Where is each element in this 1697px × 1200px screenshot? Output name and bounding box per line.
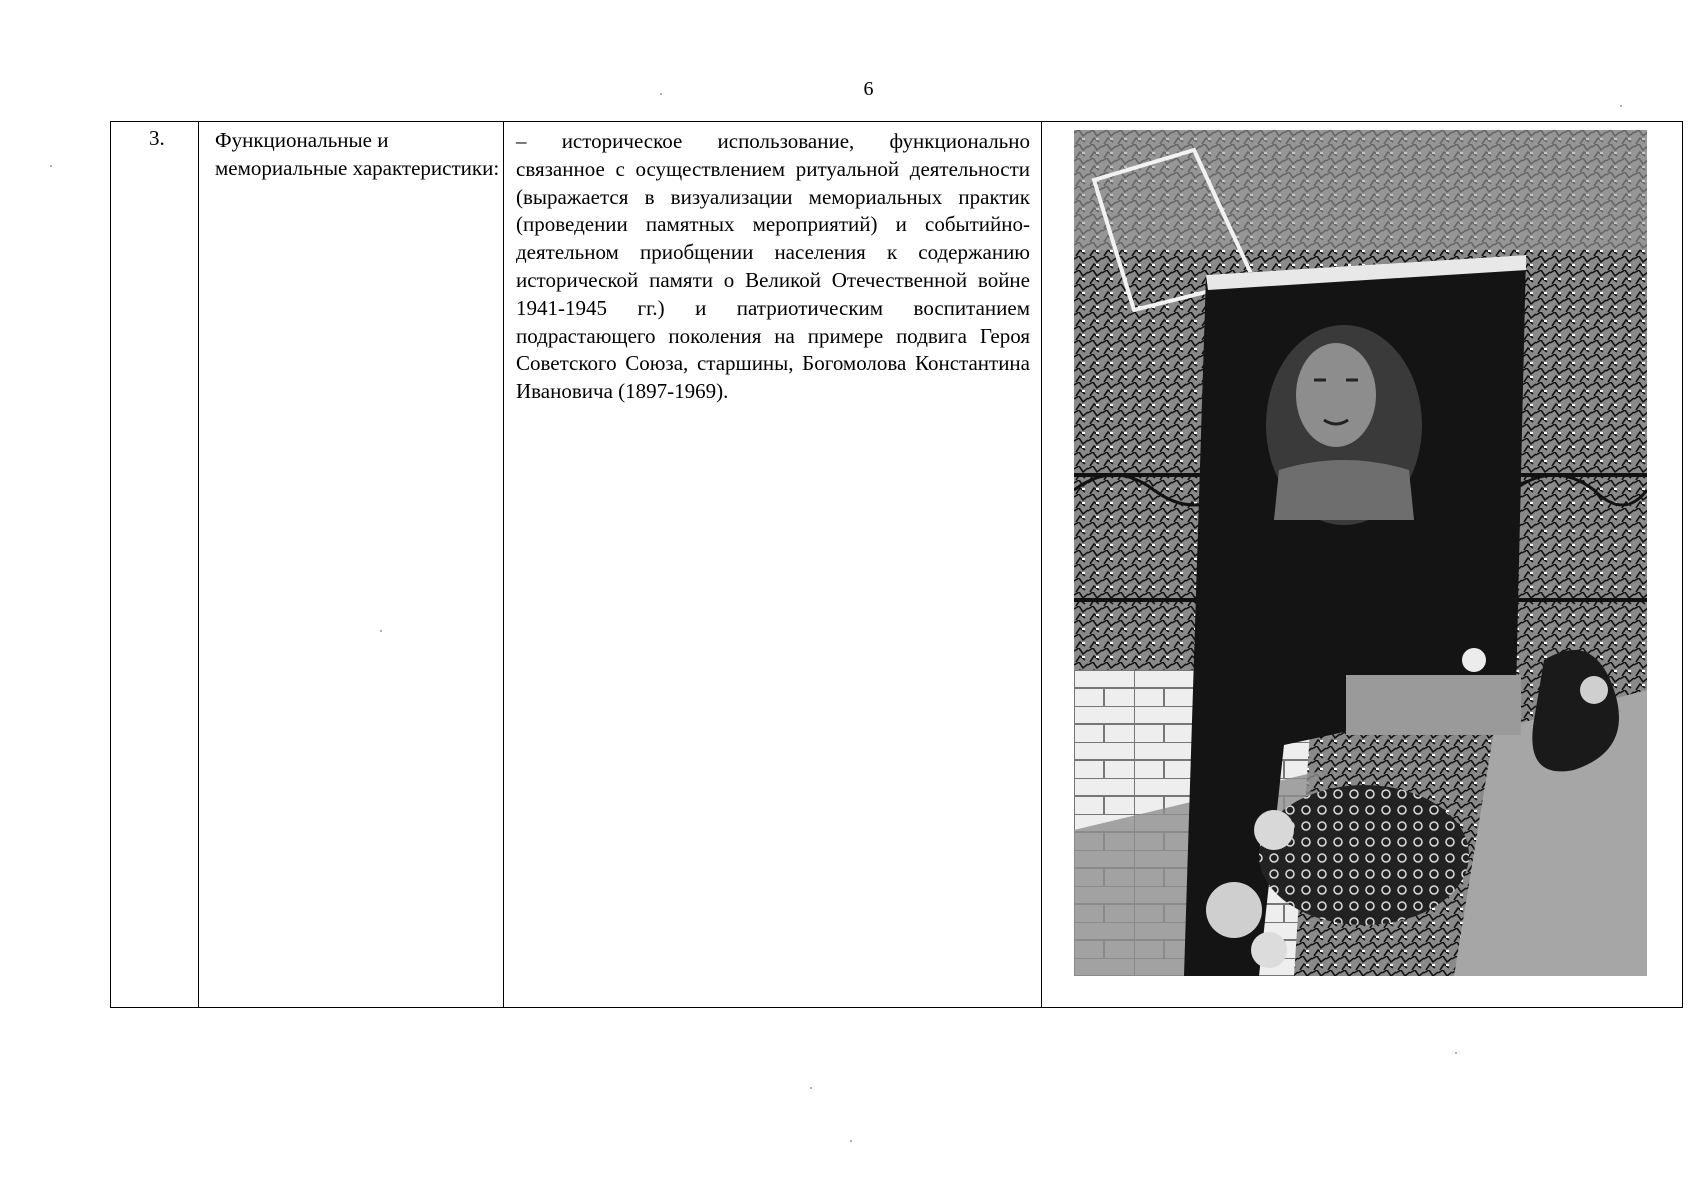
scan-speck bbox=[810, 1087, 812, 1089]
scan-speck bbox=[850, 1140, 852, 1142]
column-divider bbox=[1041, 122, 1042, 1007]
scan-speck bbox=[1455, 1052, 1457, 1054]
scan-speck bbox=[660, 93, 662, 95]
memorial-photo bbox=[1074, 130, 1647, 976]
row-description: – историческое использование, функционально связанное с осуществлением ритуальной деятельности (выражается в визуализации мемориальных практик (проведении памятных мероприятий) и событийно-деятельном приобщении населения к содержанию исторической памяти о Великой Отечественной войне 1941-1945 гг.) и патриотическим воспитанием подрастающего поколения на примере подвига Героя Советского Союза, старшины, Богомолова Константина Ивановича (1897-1969). bbox=[516, 129, 1030, 404]
memorial-photo-image bbox=[1074, 130, 1647, 976]
scan-speck bbox=[380, 630, 382, 632]
row-label: Функциональные и мемориальные характеристики: bbox=[215, 128, 500, 180]
scan-speck bbox=[50, 165, 52, 167]
characteristics-table bbox=[110, 121, 1683, 1008]
page-number: 6 bbox=[863, 78, 874, 100]
column-divider bbox=[503, 122, 504, 1007]
column-divider bbox=[198, 122, 199, 1007]
scan-speck bbox=[1620, 105, 1622, 107]
row-number: 3. bbox=[149, 126, 165, 150]
